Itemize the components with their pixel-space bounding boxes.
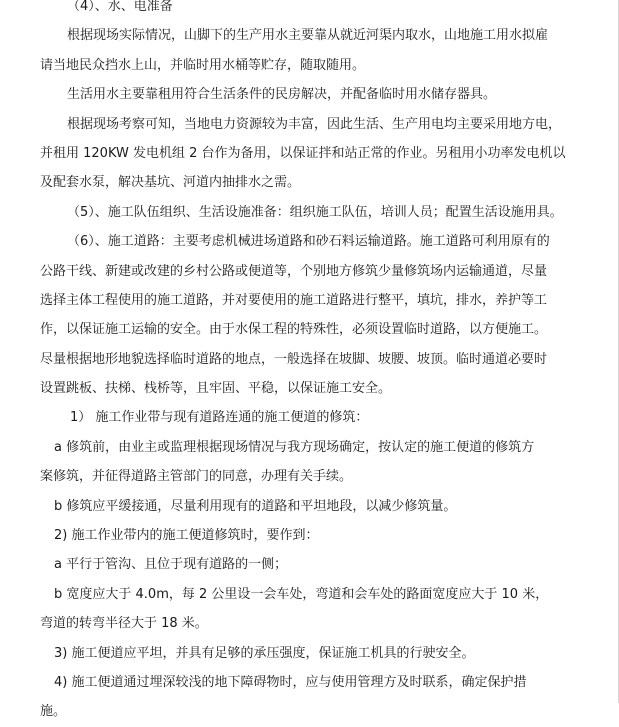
list-item-1a: a 修筑前，由业主或监理根据现场情况与我方现场确定，按认定的施工便道的修筑方: [54, 439, 535, 455]
paragraph-line: 案修筑，并征得道路主管部门的同意，办理有关手续。: [40, 469, 353, 485]
paragraph-line: 弯道的转弯半径大于 18 米。: [40, 616, 208, 632]
list-item-2a: a 平行于管沟、且位于现有道路的一侧；: [54, 557, 288, 573]
list-item-1b: b 修筑应平缓接通，尽量利用现有的道路和平坦地段，以减少修筑量。: [54, 498, 457, 514]
paragraph-line: 设置跳板、扶梯、栈桥等，且牢固、平稳，以保证施工安全。: [40, 381, 392, 397]
section-heading-water-power: （4）、水、电准备: [67, 0, 173, 14]
section-heading-construction-roads: （6）、施工道路：主要考虑机械进场道路和砂石料运输道路。施工道路可利用原有的: [67, 234, 550, 250]
list-item-1: 1） 施工作业带与现有道路连通的施工便道的修筑：: [70, 410, 369, 426]
paragraph-line: 根据现场考察可知，当地电力资源较为丰富，因此生活、生产用电均主要采用地方电，: [67, 116, 562, 132]
section-heading-team-organization: （5）、施工队伍组织、生活设施准备：组织施工队伍，培训人员；配置生活设施用具。: [67, 204, 563, 220]
paragraph-line: 作，以保证施工运输的安全。由于水保工程的特殊性，必须设置临时道路，以方便施工。: [40, 322, 548, 338]
paragraph-line: 请当地民众挡水上山，并临时用水桶等贮存，随取随用。: [40, 57, 366, 73]
paragraph-line: 并租用 120KW 发电机组 2 台作为备用，以保证拌和站正常的作业。另租用小功率发电机以: [40, 145, 566, 161]
list-item-2: 2) 施工作业带内的施工便道修筑时，要作到：: [54, 528, 319, 544]
paragraph-line: 公路干线、新建或改建的乡村公路或便道等，个别地方修筑少量修筑场内运输通道，尽量: [40, 263, 548, 279]
paragraph-line: 生活用水主要靠租用符合生活条件的民房解决，并配备临时用水储存器具。: [67, 87, 497, 103]
paragraph-line: 及配套水泵，解决基坑、河道内抽排水之需。: [40, 175, 301, 191]
list-item-3: 3) 施工便道应平坦，并具有足够的承压强度，保证施工机具的行驶安全。: [54, 645, 475, 661]
paragraph-line: 选择主体工程使用的施工道路，并对要使用的施工道路进行整平，填坑，排水，养护等工: [40, 292, 548, 308]
paragraph-line: 尽量根据地形地貌选择临时道路的地点，一般选择在坡脚、坡腰、坡顶。临时通道必要时: [40, 351, 548, 367]
paragraph-line: 施。: [40, 704, 67, 720]
document-body: [40, 0, 585, 727]
list-item-4: 4) 施工便道通过埋深较浅的地下障碍物时，应与使用管理方及时联系，确定保护措: [54, 674, 527, 690]
list-item-2b: b 宽度应大于 4.0m，每 2 公里设一会车处，弯道和会车处的路面宽度应大于 10 米，: [54, 586, 549, 602]
paragraph-line: 根据现场实际情况，山脚下的生产用水主要靠从就近河渠内取水，山地施工用水拟雇: [67, 28, 549, 44]
